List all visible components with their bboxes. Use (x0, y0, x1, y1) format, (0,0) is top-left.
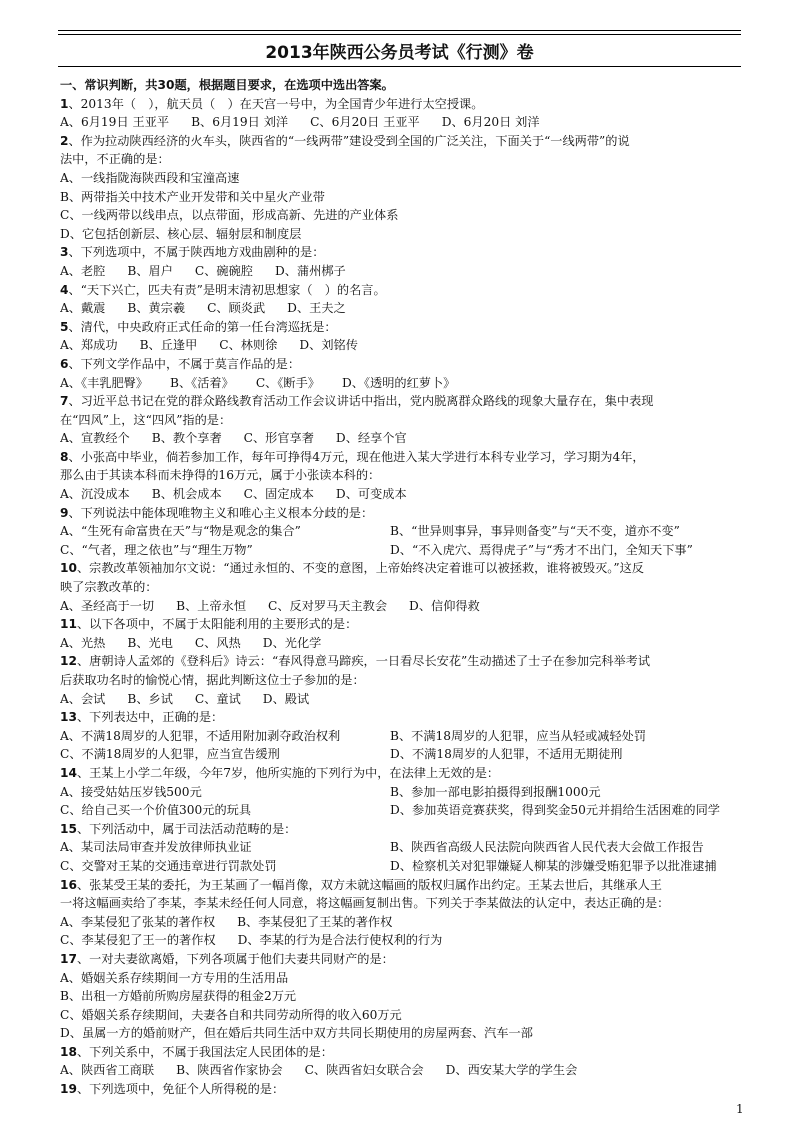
question-stem-line (60, 95, 750, 114)
option-row (60, 336, 750, 355)
option-row (60, 225, 750, 244)
answer-option: C、6月20日 王亚平 (310, 115, 420, 130)
answer-option: B、机会成本 (151, 487, 222, 502)
question-stem-text: 、下列选项中，免征个人所得税的是： (76, 1082, 285, 1097)
answer-option: A、会试 (60, 691, 106, 706)
answer-option: D、光化学 (262, 635, 322, 650)
answer-option: B、上帝永恒 (176, 598, 247, 613)
answer-option: B、乡试 (127, 691, 173, 706)
option-row (60, 690, 750, 709)
option-row (60, 745, 750, 764)
answer-option: B、出租一方婚前所购房屋获得的租金2万元 (60, 989, 297, 1004)
question-stem-line (60, 355, 750, 374)
answer-option: B、6月19日 刘洋 (191, 115, 289, 130)
answer-option: D、它包括创新层、核心层、辐射层和制度层 (60, 226, 302, 241)
answer-option: D、经享个官 (335, 431, 407, 446)
question-12 (60, 652, 750, 708)
title-rule (58, 66, 741, 67)
answer-option: C、陕西省妇女联合会 (304, 1063, 424, 1078)
answer-option: C、童试 (194, 691, 241, 706)
question-stem-line (60, 411, 750, 430)
answer-option: D、虽属一方的婚前财产，但在婚后共同生活中双方共同长期使用的房屋两套、汽车一部 (60, 1026, 533, 1041)
question-stem-line (60, 615, 750, 634)
answer-option: C、婚姻关系存续期间，夫妻各自和共同劳动所得的收入60万元 (60, 1007, 402, 1022)
question-number: 11 (60, 617, 77, 632)
answer-option: C、林则徐 (219, 338, 278, 353)
question-number: 14 (60, 765, 77, 780)
answer-option: A、光热 (60, 635, 106, 650)
section-heading: 一、常识判断，共30题，根据题目要求，在选项中选出答案。 (60, 78, 394, 92)
option-row (60, 206, 750, 225)
question-number: 19 (60, 1082, 77, 1097)
question-number: 17 (60, 951, 77, 966)
question-number: 6 (60, 356, 69, 371)
question-stem-text: 、以下各项中，不属于太阳能利用的主要形式的是： (76, 617, 358, 632)
question-stem-text: 、清代，中央政府正式任命的第一任台湾巡抚是： (68, 319, 337, 334)
answer-option: A、不满18周岁的人犯罪，不适用附加剥夺政治权利 (60, 728, 341, 743)
question-number: 7 (60, 394, 69, 409)
answer-option: B、眉户 (127, 263, 173, 278)
question-stem-line (60, 708, 750, 727)
answer-option: B、黄宗羲 (127, 301, 186, 316)
question-stem-text: 、2013年（ ），航天员（ ）在天宫一号中，为全国青少年进行太空授课。 (68, 96, 484, 111)
answer-option: A、6月19日 王亚平 (60, 115, 170, 130)
question-stem-text: 、作为拉动陕西经济的火车头，陕西省的“一线两带”建设受到全国的广泛关注，下面关于“一线两带”的说 (68, 133, 630, 148)
question-14 (60, 764, 750, 820)
option-row (60, 299, 750, 318)
question-stem-text: 、“天下兴亡，匹夫有责”是明末清初思想家（ ）的名言。 (68, 282, 386, 297)
question-2 (60, 132, 750, 244)
question-number: 1 (60, 96, 69, 111)
answer-option: A、一线指陇海陕西段和宝潼高速 (60, 170, 240, 185)
answer-option: B、丘逢甲 (139, 338, 198, 353)
option-row (60, 113, 750, 132)
question-stem-line (60, 466, 750, 485)
question-stem-line (60, 652, 750, 671)
question-number: 13 (60, 710, 77, 725)
question-content (60, 76, 750, 1099)
option-row (60, 188, 750, 207)
question-11 (60, 615, 750, 652)
answer-option: D、不满18周岁的人犯罪，不适用无期徒刑 (390, 747, 623, 762)
question-stem-line (60, 671, 750, 690)
answer-option: C、《断手》 (255, 375, 320, 390)
answer-option: B、“世异则事异，事异则备变”与“天不变，道亦不变” (390, 524, 680, 539)
question-stem-line (60, 950, 750, 969)
answer-option: D、西安某大学的学生会 (445, 1063, 578, 1078)
answer-option: C、给自己买一个价值300元的玩具 (60, 803, 252, 818)
answer-option: A、戴震 (60, 301, 106, 316)
answer-option: B、教个享奢 (151, 431, 222, 446)
question-13 (60, 708, 750, 764)
question-8 (60, 448, 750, 504)
answer-option: C、李某侵犯了王一的著作权 (60, 933, 216, 948)
option-row (60, 969, 750, 988)
question-stem-text: 、下列表达中，正确的是： (76, 710, 224, 725)
page-number: 1 (736, 1102, 744, 1116)
question-stem-text: 映了宗教改革的： (60, 580, 158, 595)
question-stem-line (60, 559, 750, 578)
question-stem-text: 、习近平总书记在党的群众路线教育活动工作会议讲话中指出，党内脱离群众路线的现象大量存在，集中表现 (68, 394, 654, 409)
option-row (60, 783, 750, 802)
question-number: 16 (60, 877, 77, 892)
answer-option: D、蒲州梆子 (274, 263, 346, 278)
option-row (60, 1061, 750, 1080)
answer-option: C、反对罗马天主教会 (268, 598, 388, 613)
question-stem-text: 、宗教改革领袖加尔文说：“通过永恒的、不变的意图，上帝始终决定着谁可以被拯救，谁将被毁灭。”这反 (76, 561, 644, 576)
question-16 (60, 876, 750, 950)
answer-option: D、王夫之 (287, 301, 346, 316)
question-stem-line (60, 1043, 750, 1062)
option-row (60, 597, 750, 616)
answer-option: C、碗碗腔 (194, 263, 253, 278)
answer-option: D、《透明的红萝卜》 (341, 375, 456, 390)
option-row (60, 857, 750, 876)
question-4 (60, 281, 750, 318)
answer-option: A、陕西省工商联 (60, 1063, 155, 1078)
answer-option: B、陕西省高级人民法院向陕西省人民代表大会做工作报告 (390, 840, 704, 855)
question-stem-text: 、下列活动中，属于司法活动范畴的是： (76, 821, 297, 836)
answer-option: C、固定成本 (243, 487, 314, 502)
answer-option: B、李某侵犯了王某的著作权 (237, 914, 393, 929)
answer-option: B、光电 (127, 635, 173, 650)
question-stem-line (60, 318, 750, 337)
question-stem-text: 那么由于其读本科而未挣得的16万元，属于小张读本科的： (60, 468, 381, 483)
question-stem-text: 、小张高中毕业，倘若参加工作，每年可挣得4万元，现在他进入某大学进行本科专业学习，学习期为4年， (68, 449, 645, 464)
answer-option: C、顾炎武 (207, 301, 266, 316)
answer-option: D、殿试 (262, 691, 310, 706)
answer-option: D、刘铭传 (299, 338, 358, 353)
answer-option: A、沉没成本 (60, 487, 130, 502)
question-stem-line (60, 281, 750, 300)
question-number: 9 (60, 505, 69, 520)
question-stem-text: 一将这幅画卖给了李某，李某未经任何人同意，将这幅画复制出售。下列关于李某做法的认定中，表达正确的是： (60, 896, 670, 911)
answer-option: A、婚姻关系存续期间一方专用的生活用品 (60, 970, 289, 985)
answer-option: C、不满18周岁的人犯罪，应当宣告缓刑 (60, 747, 280, 762)
answer-option: B、参加一部电影拍摄得到报酬1000元 (390, 784, 601, 799)
question-10 (60, 559, 750, 615)
option-row (60, 727, 750, 746)
question-number: 15 (60, 821, 77, 836)
option-row (60, 1006, 750, 1025)
question-stem-text: 、下列文学作品中，不属于莫言作品的是： (68, 356, 301, 371)
question-stem-line (60, 820, 750, 839)
option-row (60, 913, 750, 932)
question-number: 12 (60, 654, 77, 669)
question-stem-line (60, 392, 750, 411)
question-number: 10 (60, 561, 77, 576)
question-number: 3 (60, 245, 69, 260)
question-stem-text: 、下列关系中，不属于我国法定人民团体的是： (76, 1044, 333, 1059)
answer-option: A、“生死有命富贵在天”与“物是观念的集合” (60, 524, 301, 539)
question-stem-text: 法中，不正确的是： (60, 152, 170, 167)
answer-option: C、“气者，理之依也”与“理生万物” (60, 542, 253, 557)
answer-option: B、《活着》 (170, 375, 234, 390)
answer-option: A、宣教经个 (60, 431, 130, 446)
answer-option: A、圣经高于一切 (60, 598, 155, 613)
question-stem-line (60, 150, 750, 169)
question-stem-line (60, 876, 750, 895)
question-stem-line (60, 132, 750, 151)
header-rule-top (58, 30, 741, 31)
answer-option: A、老腔 (60, 263, 106, 278)
option-row (60, 374, 750, 393)
question-stem-text: 、下列说法中能体现唯物主义和唯心主义根本分歧的是： (68, 505, 374, 520)
question-number: 5 (60, 319, 69, 334)
question-stem-line (60, 243, 750, 262)
question-1 (60, 95, 750, 132)
question-stem-line (60, 578, 750, 597)
question-stem-line (60, 504, 750, 523)
question-stem-text: 后获取功名时的愉悦心情，据此判断这位士子参加的是： (60, 673, 365, 687)
question-18 (60, 1043, 750, 1080)
answer-option: A、某司法局审查并发放律师执业证 (60, 840, 252, 855)
answer-option: A、李某侵犯了张某的著作权 (60, 914, 216, 929)
option-row (60, 931, 750, 950)
answer-option: D、6月20日 刘洋 (441, 115, 540, 130)
answer-option: D、“不入虎穴、焉得虎子”与“秀才不出门，全知天下事” (390, 542, 693, 557)
question-9 (60, 504, 750, 560)
question-stem-text: 在“四风”上，这“四风”指的是： (60, 412, 232, 427)
answer-option: A、郑成功 (60, 338, 118, 353)
option-row (60, 429, 750, 448)
answer-option: D、可变成本 (335, 487, 407, 502)
question-stem-text: 、张某受王某的委托，为王某画了一幅肖像，双方未就这幅画的版权归属作出约定。王某去世后，其继承人王 (76, 877, 662, 892)
question-number: 4 (60, 282, 69, 297)
question-stem-text: 、唐朝诗人孟郊的《登科后》诗云：“春风得意马蹄疾，一日看尽长安花”生动描述了士子在参加完科举考试 (76, 654, 651, 669)
question-17 (60, 950, 750, 1043)
question-number: 2 (60, 133, 69, 148)
option-row (60, 838, 750, 857)
question-3 (60, 243, 750, 280)
answer-option: B、不满18周岁的人犯罪，应当从轻或减轻处罚 (390, 728, 647, 743)
question-6 (60, 355, 750, 392)
option-row (60, 1024, 750, 1043)
question-19 (60, 1080, 750, 1099)
question-number: 18 (60, 1044, 77, 1059)
option-row (60, 485, 750, 504)
answer-option: C、一线两带以线串点，以点带面，形成高新、先进的产业体系 (60, 208, 399, 223)
answer-option: B、两带指关中技术产业开发带和关中星火产业带 (60, 189, 325, 204)
question-7 (60, 392, 750, 448)
question-stem-text: 、一对夫妻欲离婚，下列各项属于他们夫妻共同财产的是： (76, 951, 394, 966)
question-stem-line (60, 448, 750, 467)
question-stem-text: 、王某上小学二年级，今年7岁，他所实施的下列行为中，在法律上无效的是： (76, 765, 500, 780)
question-stem-text: 、下列选项中，不属于陕西地方戏曲剧种的是： (68, 245, 325, 260)
answer-option: C、交警对王某的交通违章进行罚款处罚 (60, 858, 277, 873)
option-row (60, 801, 750, 820)
answer-option: B、陕西省作家协会 (176, 1063, 283, 1078)
answer-option: C、形官享奢 (243, 431, 314, 446)
page-title: 2013年陕西公务员考试《行测》卷 (265, 43, 534, 63)
question-5 (60, 318, 750, 355)
question-stem-line (60, 894, 750, 913)
answer-option: A、《丰乳肥臀》 (60, 375, 149, 390)
answer-option: A、接受姑姑压岁钱500元 (60, 784, 202, 799)
option-row (60, 541, 750, 560)
question-15 (60, 820, 750, 876)
answer-option: D、信仰得救 (409, 598, 480, 613)
question-stem-line (60, 1080, 750, 1099)
question-number: 8 (60, 449, 69, 464)
option-row (60, 522, 750, 541)
option-row (60, 634, 750, 653)
answer-option: D、参加英语竞赛获奖，得到奖金50元并捐给生活困难的同学 (390, 803, 720, 818)
option-row (60, 987, 750, 1006)
header-rule-bottom (58, 34, 741, 35)
answer-option: C、风热 (194, 635, 241, 650)
option-row (60, 169, 750, 188)
answer-option: D、检察机关对犯罪嫌疑人柳某的涉嫌受贿犯罪予以批准逮捕 (390, 858, 717, 873)
answer-option: D、李某的行为是合法行使权利的行为 (237, 933, 443, 948)
question-stem-line (60, 764, 750, 783)
option-row (60, 262, 750, 281)
